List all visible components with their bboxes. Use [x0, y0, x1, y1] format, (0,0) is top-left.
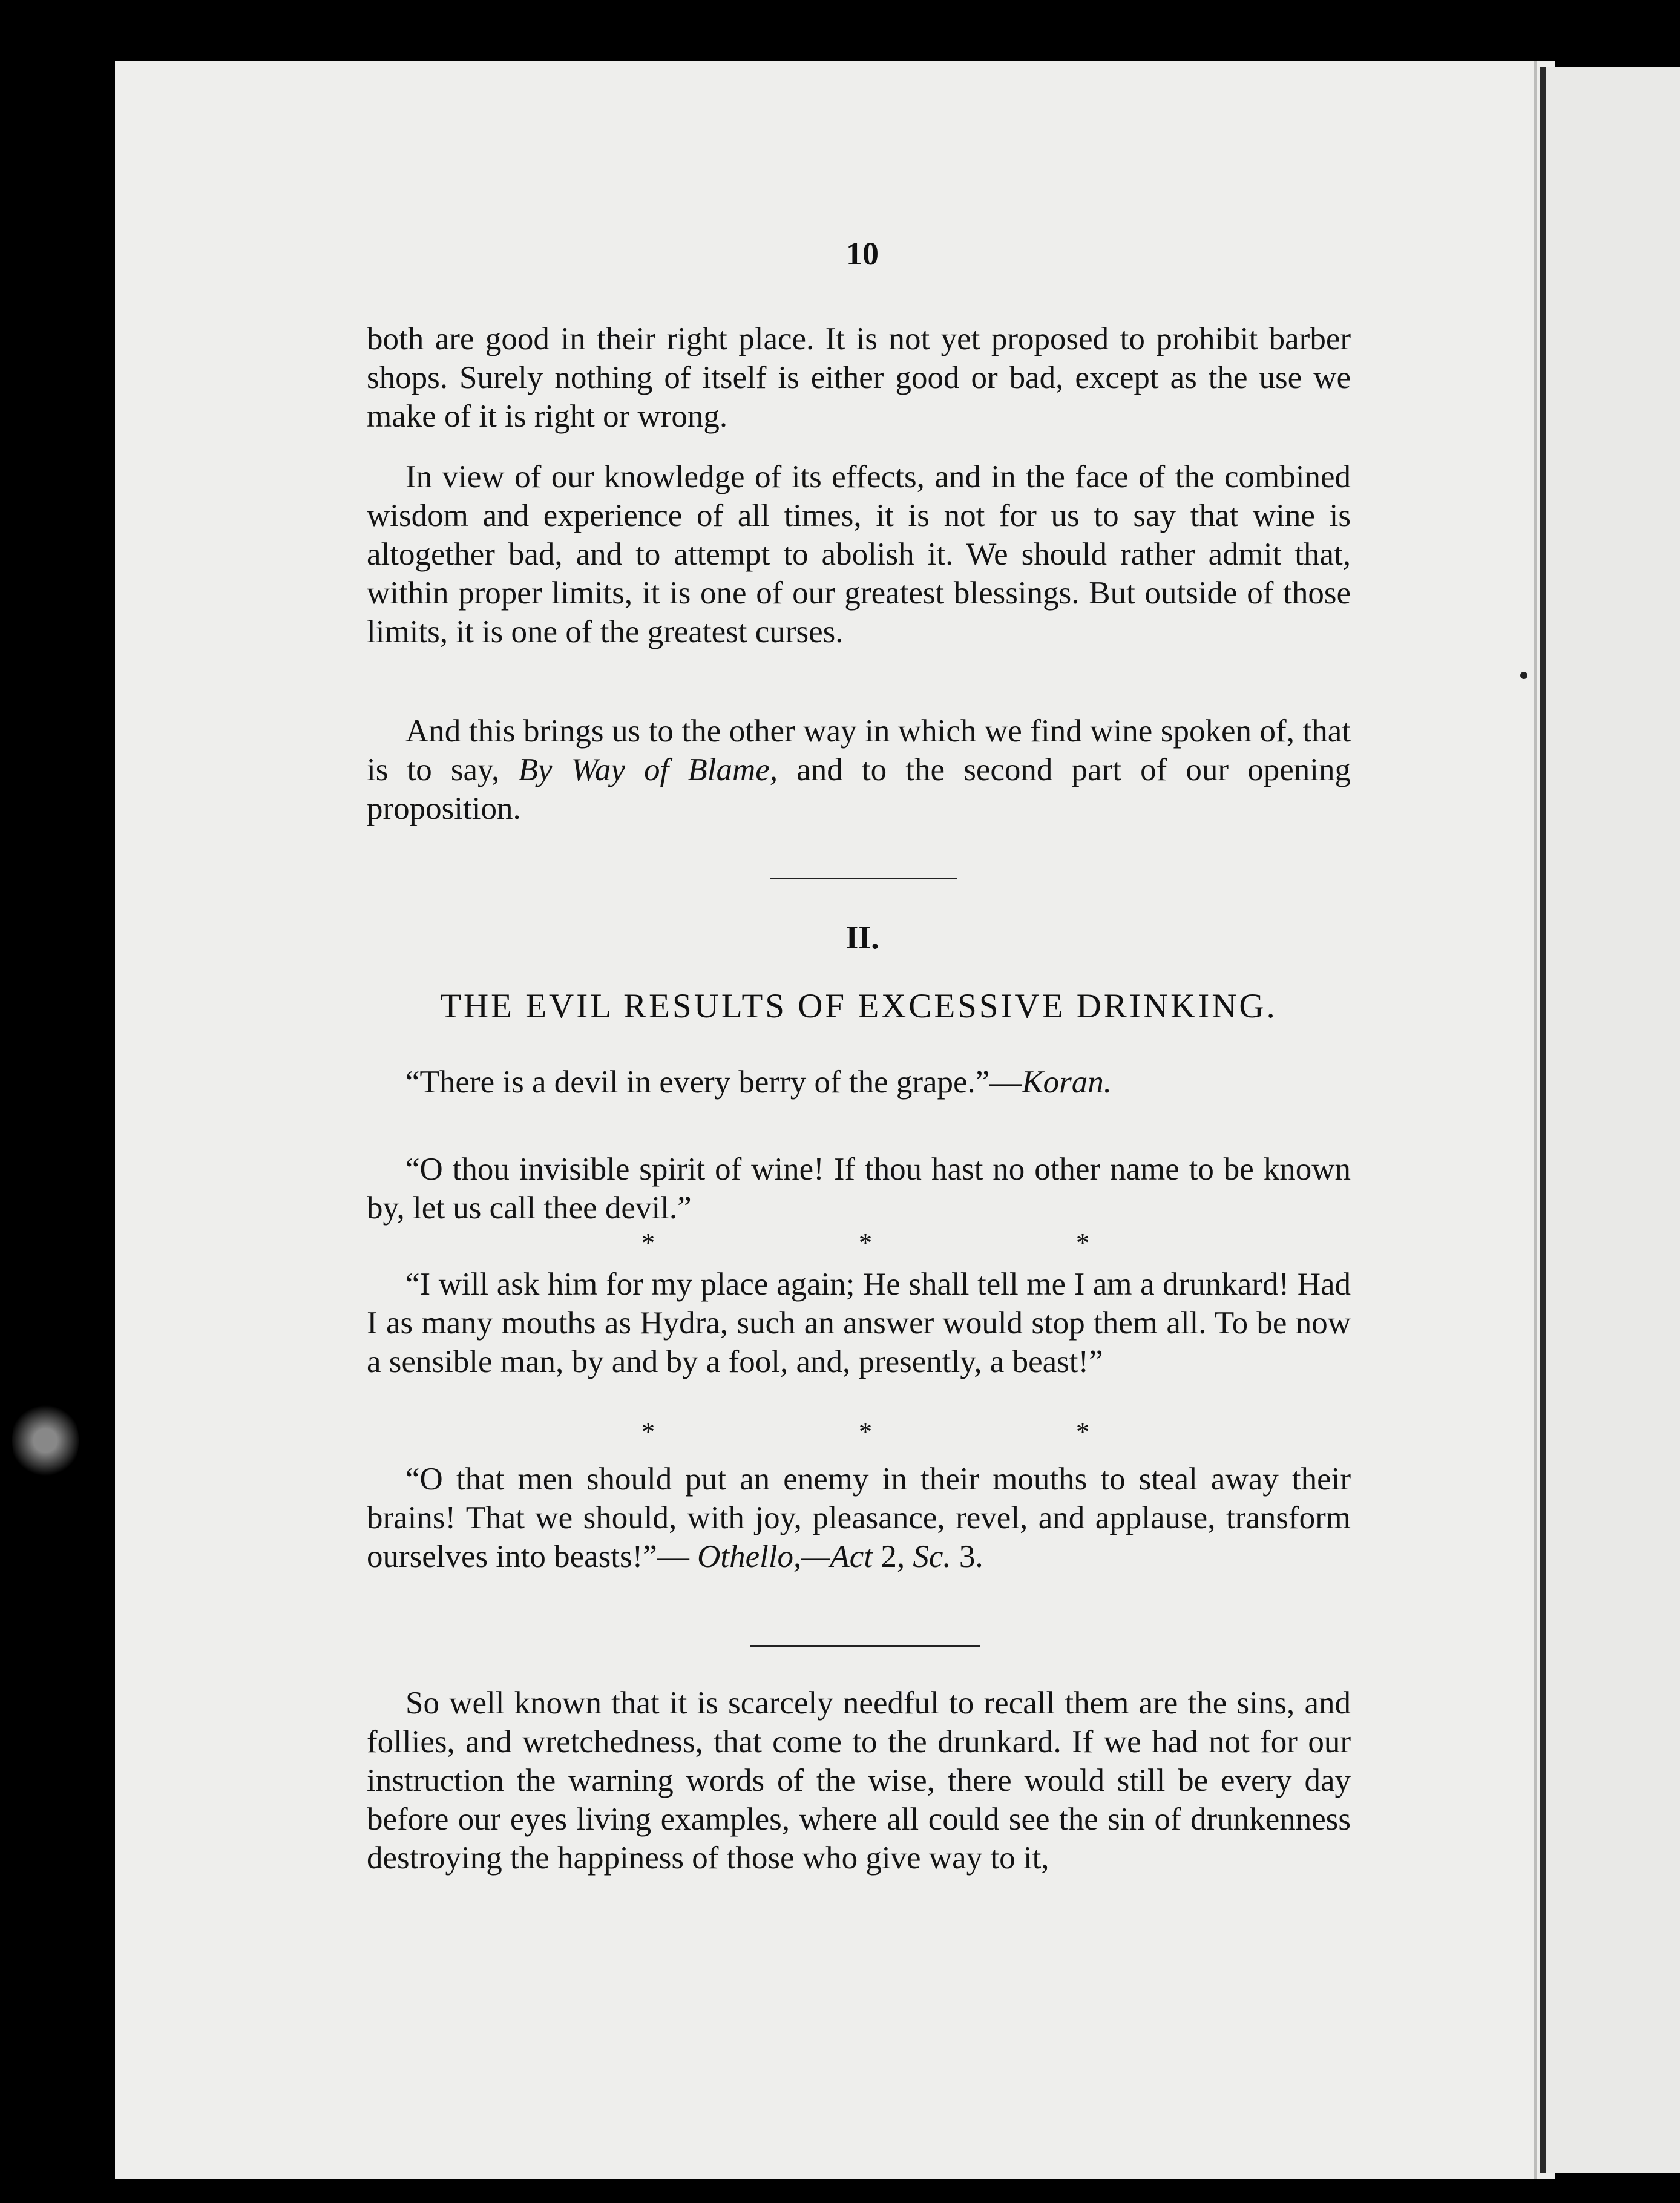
paragraph-3-end: and to the second part of our opening proposition.: [367, 752, 1351, 826]
quote-divider: [750, 1645, 980, 1647]
stars-separator-2: [641, 1416, 1089, 1447]
quote-3-text: “O that men should put an enemy in their mouths to steal away their brains! That we should, with joy, pleasance, revel, and applause, transform ourselves into beasts!”—: [367, 1462, 1351, 1574]
paragraph-3-italic: By Way of Blame,: [518, 752, 778, 787]
paragraph-4: So well known that it is scarcely needful to recall them are the sins, and follies, and wretchedness, that come to the drunkard. If we had not for our instruction the warning words of the wise, there would still be every day before our eyes living examples, where all could see the sin of drunkenness destroying the happiness of those who give way to it,: [367, 1686, 1351, 1876]
star: *: [1076, 1228, 1089, 1258]
section-title: THE EVIL RESULTS OF EXCESSIVE DRINKING.: [440, 987, 1278, 1025]
quote-1: “O thou invisible spirit of wine! If thou hast no other name to be known by, let us call thee devil.”: [367, 1152, 1351, 1226]
star: *: [641, 1228, 655, 1258]
star: *: [1076, 1417, 1089, 1446]
quote-3-cite-play: Othello,—Act: [697, 1539, 873, 1574]
star: *: [859, 1417, 872, 1446]
paragraph-3-start: And this brings us to the other way in which we find wine spoken of, that is to say,: [367, 714, 1351, 787]
star: *: [859, 1228, 872, 1258]
epigraph-source: Koran.: [1022, 1065, 1112, 1100]
epigraph: [405, 1063, 1350, 1102]
quote-2: “I will ask him for my place again; He shall tell me I am a drunkard! Had I as many mouths as Hydra, such an answer would stop them all. To be now a sensible man, by and by a fool, and, presently, a beast!”: [367, 1267, 1351, 1379]
section-divider: [770, 878, 957, 879]
quote-3: [367, 1460, 1351, 1576]
page-number: 10: [846, 235, 879, 272]
page-fold: [1534, 61, 1537, 2179]
scan-speck: [1520, 672, 1527, 679]
paragraph-1: both are good in their right place. It is not yet proposed to prohibit barber shops. Surely nothing of itself is either good or bad, except as the use we make of it is right or wrong.: [367, 321, 1351, 434]
facing-page-edge: [1540, 67, 1680, 2173]
paragraph-2: In view of our knowledge of its effects, and in the face of the combined wisdom and experience of all times, it is not for us to say that wine is altogether bad, and to attempt to abolish it. We should rather admit that, within proper limits, it is one of our greatest blessings. But outside of those limits, it is one of the greatest curses.: [367, 459, 1351, 649]
star: *: [641, 1417, 655, 1446]
quote-3-cite-num: 3.: [951, 1539, 983, 1574]
quote-3-cite-act: 2,: [873, 1539, 913, 1574]
epigraph-text: “There is a devil in every berry of the grape.”—: [405, 1065, 1022, 1100]
scan-speck: [12, 1392, 79, 1489]
quote-3-cite-scene: Sc.: [913, 1539, 951, 1574]
paragraph-3: [367, 712, 1351, 828]
stars-separator-1: [641, 1227, 1089, 1258]
section-numeral: II.: [845, 919, 879, 956]
